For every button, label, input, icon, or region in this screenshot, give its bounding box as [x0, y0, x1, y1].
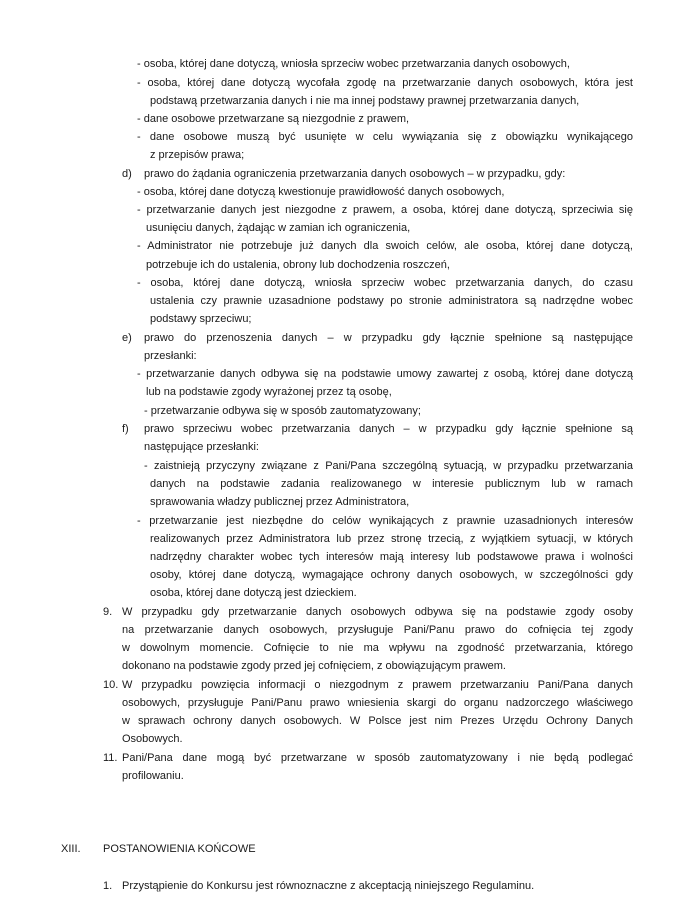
text-line: prawo sprzeciwu wobec przetwarzania danych – w przypadku gdy łącznie spełnione są: [144, 423, 633, 435]
text-line: w sprawach ochrony danych osobowych. W Polsce jest nim Prezes Urzędu Ochrony Danych: [122, 715, 633, 727]
text-line: osoba, której dane dotyczą jest dzieckiem.: [150, 587, 357, 599]
list-marker: 1.: [103, 880, 113, 892]
text-line: lub na podstawie zgody wyrażonej przez tą osobę,: [146, 386, 392, 398]
text-line: Przystąpienie do Konkursu jest równoznaczne z akceptacją niniejszego Regulaminu.: [122, 880, 535, 892]
list-marker: e): [122, 332, 132, 344]
text-line: podstawy sprzeciwu;: [150, 313, 252, 325]
text-line: - dane osobowe muszą być usunięte w celu wywiązania się z obowiązku wynikającego: [137, 131, 633, 143]
text-line: dokonano na podstawie zgody przed jej cofnięciem, z obowiązującym prawem.: [122, 660, 506, 672]
list-marker: f): [122, 423, 129, 435]
section-number: XIII.: [61, 843, 81, 855]
text-line: - osoba, której dane dotyczą, wniosła sprzeciw wobec przetwarzania danych osobowych,: [137, 58, 570, 70]
text-line: następujące przesłanki:: [144, 441, 259, 453]
list-marker: 11.: [103, 752, 118, 764]
list-item-title: prawo do żądania ograniczenia przetwarzania danych osobowych – w przypadku, gdy:: [144, 168, 566, 180]
text-line: - przetwarzanie danych jest niezgodne z prawem, a osoba, której dane dotyczą, sprzeciwia się: [137, 204, 633, 216]
list-marker: d): [122, 168, 132, 180]
text-line: sprawowania władzy publicznej przez Administratora,: [150, 496, 410, 508]
text-line: przesłanki:: [144, 350, 197, 362]
text-line: realizowanych przez Administratora lub przez stronę trzecią, z wyjątkiem sytuacji, w których: [150, 533, 633, 545]
text-line: na przetwarzanie danych osobowych, przysługuje Pani/Panu prawo do cofnięcia tej zgody: [122, 624, 633, 636]
text-line: Pani/Pana dane mogą być przetwarzane w sposób zautomatyzowany i nie będą podlegać: [122, 752, 633, 764]
section-title: POSTANOWIENIA KOŃCOWE: [103, 843, 256, 855]
text-line: prawo do przenoszenia danych – w przypadku gdy łącznie spełnione są następujące: [144, 332, 633, 344]
text-line: usunięciu danych, żądając w zamian ich ograniczenia,: [146, 222, 411, 234]
list-marker: 10.: [103, 679, 119, 691]
text-line: ustalenia czy prawnie uzasadnione podstawy po stronie administratora są nadrzędne wobec: [150, 295, 633, 307]
list-marker: 9.: [103, 606, 113, 618]
text-line: W przypadku gdy przetwarzanie danych osobowych odbywa się na podstawie zgody osoby: [122, 606, 633, 618]
text-line: - osoba, której dane dotyczą kwestionuje prawidłowość danych osobowych,: [137, 186, 505, 198]
text-line: Osobowych.: [122, 733, 183, 745]
text-line: W przypadku powzięcia informacji o niezgodnym z prawem przetwarzaniu Pani/Pana danych: [122, 679, 633, 691]
text-line: z przepisów prawa;: [150, 149, 245, 161]
text-line: nadrzędny charakter wobec tych interesów mają interesy lub podstawowe prawa i wolności: [150, 551, 633, 563]
text-line: - osoba, której dane dotyczą wycofała zgodę na przetwarzanie danych osobowych, która jest: [137, 77, 633, 89]
text-line: osoby, której dane dotyczą, wymagające ochrony danych osobowych, w szczególności gdy: [150, 569, 633, 581]
text-line: - przetwarzanie jest niezbędne do celów wynikających z prawnie uzasadnionych interesów: [137, 515, 633, 527]
text-line: potrzebuje ich do ustalenia, obrony lub dochodzenia roszczeń,: [146, 259, 450, 271]
text-line: profilowaniu.: [122, 770, 184, 782]
text-line: - przetwarzanie odbywa się w sposób zautomatyzowany;: [144, 405, 421, 417]
text-line: - przetwarzanie danych odbywa się na podstawie umowy zawartej z osobą, której dane dotyczą: [137, 368, 633, 380]
text-line: - Administrator nie potrzebuje już danych dla swoich celów, ale osoba, której dane dotyczą,: [137, 240, 633, 252]
text-line: - zaistnieją przyczyny związane z Pani/Pana szczególną sytuacją, w przypadku przetwarzania: [144, 460, 633, 472]
text-line: danych na podstawie zadania realizowanego w interesie publicznym lub w ramach: [150, 478, 633, 490]
text-line: podstawą przetwarzania danych i nie ma innej podstawy prawnej przetwarzania danych,: [150, 95, 580, 107]
text-line: osobowych, przysługuje Pani/Panu prawo wniesienia skargi do organu nadzorczego właściwego: [122, 697, 633, 709]
text-line: - osoba, której dane dotyczą, wniosła sprzeciw wobec przetwarzania danych, do czasu: [137, 277, 633, 289]
text-line: w dowolnym momencie. Cofnięcie to nie ma wpływu na zgodność przetwarzania, którego: [122, 642, 633, 654]
text-line: - dane osobowe przetwarzane są niezgodnie z prawem,: [137, 113, 410, 125]
